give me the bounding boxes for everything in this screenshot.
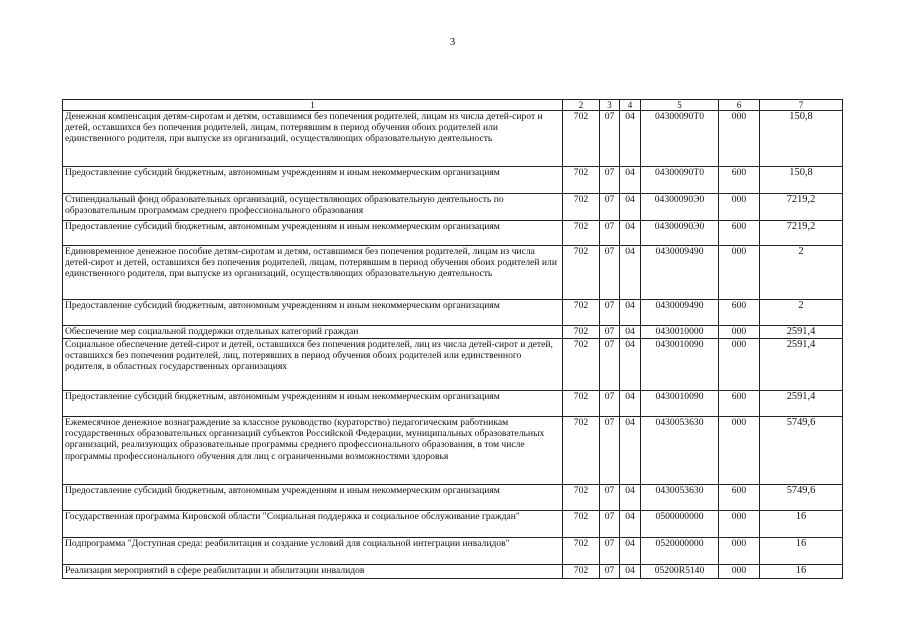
row-col-5: 0430009490 bbox=[641, 246, 719, 300]
row-name: Реализация мероприятий в сфере реабилитации и абилитации инвалидов bbox=[63, 565, 563, 579]
row-col-4: 04 bbox=[620, 221, 641, 246]
row-name: Социальное обеспечение детей-сирот и детей, оставшихся без попечения родителей, лиц из числа детей-сирот и детей, оставшихся без попечения родителей, лиц, потерявших в период обучения обоих родителей или единственного родителя, в областных государственных организациях bbox=[63, 339, 563, 391]
row-col-6: 600 bbox=[719, 391, 760, 417]
row-name: Государственная программа Кировской области "Социальная поддержка и социальное обслуживание граждан" bbox=[63, 511, 563, 538]
row-name: Предоставление субсидий бюджетным, автономным учреждениям и иным некоммерческим организациям bbox=[63, 391, 563, 417]
row-col-6: 600 bbox=[719, 221, 760, 246]
row-col-4: 04 bbox=[620, 300, 641, 326]
row-col-2: 702 bbox=[563, 167, 600, 194]
row-col-5: 04300090Т0 bbox=[641, 111, 719, 167]
table-row bbox=[63, 194, 843, 221]
row-col-7: 7219,2 bbox=[760, 194, 843, 221]
table-row bbox=[63, 511, 843, 538]
row-col-6: 000 bbox=[719, 565, 760, 579]
row-col-3: 07 bbox=[600, 538, 620, 565]
row-col-6: 000 bbox=[719, 246, 760, 300]
row-col-4: 04 bbox=[620, 485, 641, 511]
row-name: Стипендиальный фонд образовательных организаций, осуществляющих образовательную деятельность по образовательным программам среднего профессионального образования bbox=[63, 194, 563, 221]
row-col-4: 04 bbox=[620, 565, 641, 579]
row-col-2: 702 bbox=[563, 417, 600, 485]
row-col-5: 0430010000 bbox=[641, 326, 719, 339]
row-col-2: 702 bbox=[563, 300, 600, 326]
row-col-7: 2591,4 bbox=[760, 391, 843, 417]
row-col-5: 0520000000 bbox=[641, 538, 719, 565]
row-col-4: 04 bbox=[620, 246, 641, 300]
table-row bbox=[63, 339, 843, 391]
row-col-7: 2 bbox=[760, 300, 843, 326]
row-col-6: 000 bbox=[719, 339, 760, 391]
table-row bbox=[63, 221, 843, 246]
row-col-4: 04 bbox=[620, 111, 641, 167]
table-row bbox=[63, 167, 843, 194]
row-name: Предоставление субсидий бюджетным, автономным учреждениям и иным некоммерческим организациям bbox=[63, 300, 563, 326]
header-col-6: 6 bbox=[719, 100, 760, 111]
row-col-3: 07 bbox=[600, 246, 620, 300]
row-name: Ежемесячное денежное вознаграждение за классное руководство (кураторство) педагогическим работникам государственных образовательных организаций субъектов Российской Федерации, муниципальных образовательных организаций, реализующих образовательные программы среднего профессионального образования, в том числе программы профессионального обучения для лиц с ограниченными возможностями здоровья bbox=[63, 417, 563, 485]
row-col-3: 07 bbox=[600, 300, 620, 326]
row-col-6: 000 bbox=[719, 538, 760, 565]
row-col-7: 16 bbox=[760, 565, 843, 579]
table-row bbox=[63, 565, 843, 579]
row-col-4: 04 bbox=[620, 326, 641, 339]
row-col-7: 2591,4 bbox=[760, 339, 843, 391]
row-col-7: 2591,4 bbox=[760, 326, 843, 339]
row-name: Предоставление субсидий бюджетным, автономным учреждениям и иным некоммерческим организациям bbox=[63, 485, 563, 511]
row-col-3: 07 bbox=[600, 111, 620, 167]
header-col-4: 4 bbox=[620, 100, 641, 111]
row-col-3: 07 bbox=[600, 391, 620, 417]
row-col-4: 04 bbox=[620, 417, 641, 485]
row-col-3: 07 bbox=[600, 565, 620, 579]
header-col-3: 3 bbox=[600, 100, 620, 111]
row-col-5: 0430053630 bbox=[641, 485, 719, 511]
row-col-5: 0500000000 bbox=[641, 511, 719, 538]
row-col-2: 702 bbox=[563, 111, 600, 167]
table-row bbox=[63, 246, 843, 300]
row-col-5: 0430009490 bbox=[641, 300, 719, 326]
row-col-7: 7219,2 bbox=[760, 221, 843, 246]
row-col-2: 702 bbox=[563, 391, 600, 417]
table-row bbox=[63, 111, 843, 167]
row-col-3: 07 bbox=[600, 194, 620, 221]
row-col-6: 000 bbox=[719, 417, 760, 485]
row-col-5: 04300090Э0 bbox=[641, 221, 719, 246]
row-col-4: 04 bbox=[620, 339, 641, 391]
row-col-5: 05200R5140 bbox=[641, 565, 719, 579]
row-col-6: 000 bbox=[719, 194, 760, 221]
row-name: Предоставление субсидий бюджетным, автономным учреждениям и иным некоммерческим организациям bbox=[63, 221, 563, 246]
row-col-5: 04300090Т0 bbox=[641, 167, 719, 194]
row-col-3: 07 bbox=[600, 221, 620, 246]
row-col-3: 07 bbox=[600, 511, 620, 538]
row-col-2: 702 bbox=[563, 339, 600, 391]
row-col-3: 07 bbox=[600, 485, 620, 511]
table-row bbox=[63, 391, 843, 417]
row-col-6: 600 bbox=[719, 167, 760, 194]
row-col-2: 702 bbox=[563, 485, 600, 511]
row-col-2: 702 bbox=[563, 194, 600, 221]
table-row bbox=[63, 417, 843, 485]
table-row bbox=[63, 300, 843, 326]
row-name: Обеспечение мер социальной поддержки отдельных категорий граждан bbox=[63, 326, 563, 339]
row-col-2: 702 bbox=[563, 221, 600, 246]
row-col-2: 702 bbox=[563, 511, 600, 538]
page-number: 3 bbox=[449, 36, 456, 48]
row-col-4: 04 bbox=[620, 538, 641, 565]
row-col-7: 16 bbox=[760, 511, 843, 538]
row-col-3: 07 bbox=[600, 417, 620, 485]
row-col-5: 04300090Э0 bbox=[641, 194, 719, 221]
row-col-6: 600 bbox=[719, 300, 760, 326]
row-col-7: 2 bbox=[760, 246, 843, 300]
table-row bbox=[63, 538, 843, 565]
row-name: Предоставление субсидий бюджетным, автономным учреждениям и иным некоммерческим организациям bbox=[63, 167, 563, 194]
row-col-7: 16 bbox=[760, 538, 843, 565]
header-col-2: 2 bbox=[563, 100, 600, 111]
row-col-6: 600 bbox=[719, 485, 760, 511]
row-col-5: 0430053630 bbox=[641, 417, 719, 485]
header-col-7: 7 bbox=[760, 100, 843, 111]
row-col-7: 150,8 bbox=[760, 167, 843, 194]
row-col-5: 0430010090 bbox=[641, 339, 719, 391]
row-col-7: 5749,6 bbox=[760, 417, 843, 485]
row-col-7: 150,8 bbox=[760, 111, 843, 167]
row-col-6: 000 bbox=[719, 326, 760, 339]
row-name: Денежная компенсация детям-сиротам и детям, оставшимся без попечения родителей, лицам из числа детей-сирот и детей, оставшихся без попечения родителей, лицам, потерявшим в период обучения обоих родителей или единственного родителя, при выпуске из организаций, осуществляющих образовательную деятельность bbox=[63, 111, 563, 167]
table-row bbox=[63, 326, 843, 339]
row-col-2: 702 bbox=[563, 565, 600, 579]
row-col-3: 07 bbox=[600, 339, 620, 391]
row-col-3: 07 bbox=[600, 167, 620, 194]
row-col-4: 04 bbox=[620, 391, 641, 417]
row-name: Единовременное денежное пособие детям-сиротам и детям, оставшимся без попечения родителей, лицам из числа детей-сирот и детей, оставшихся без попечения родителей, лицам, потерявшим в период обучения обоих родителей или единственного родителя, при выпуске из организаций, осуществляющих образовательную деятельность bbox=[63, 246, 563, 300]
row-col-2: 702 bbox=[563, 246, 600, 300]
row-col-4: 04 bbox=[620, 511, 641, 538]
header-col-1: 1 bbox=[63, 100, 563, 111]
row-col-6: 000 bbox=[719, 111, 760, 167]
table-row bbox=[63, 485, 843, 511]
row-col-2: 702 bbox=[563, 326, 600, 339]
row-col-5: 0430010090 bbox=[641, 391, 719, 417]
header-col-5: 5 bbox=[641, 100, 719, 111]
row-col-4: 04 bbox=[620, 167, 641, 194]
row-col-3: 07 bbox=[600, 326, 620, 339]
header-row bbox=[63, 100, 843, 111]
row-name: Подпрограмма "Доступная среда: реабилитация и создание условий для социальной интеграции инвалидов" bbox=[63, 538, 563, 565]
row-col-6: 000 bbox=[719, 511, 760, 538]
row-col-2: 702 bbox=[563, 538, 600, 565]
budget-table bbox=[62, 99, 843, 579]
row-col-4: 04 bbox=[620, 194, 641, 221]
row-col-7: 5749,6 bbox=[760, 485, 843, 511]
